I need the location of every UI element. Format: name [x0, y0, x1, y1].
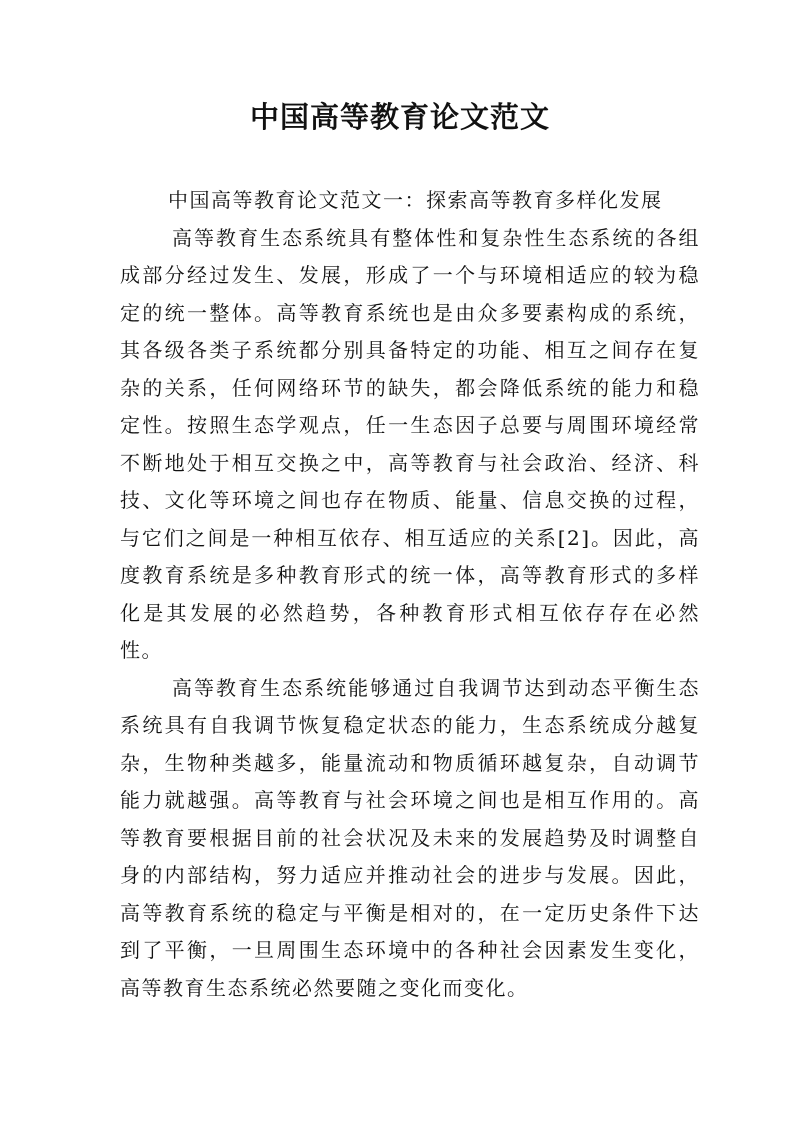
- body-paragraph-2: 高等教育生态系统能够通过自我调节达到动态平衡生态系统具有自我调节恢复稳定状态的能力，生态系统成分越复杂，生物种类越多，能量流动和物质循环越复杂，自动调节能力就越强。高等教育与社会环境之间也是相互作用的。高等教育要根据目前的社会状况及未来的发展趋势及时调整自身的内部结构，努力适应并推动社会的进步与发展。因此，高等教育系统的稳定与平衡是相对的，在一定历史条件下达到了平衡，一旦周围生态环境中的各种社会因素发生变化，高等教育生态系统必然要随之变化而变化。: [120, 675, 700, 1000]
- document-body: [120, 182, 700, 1007]
- document-title: 中国高等教育论文范文: [249, 100, 550, 134]
- body-paragraph-1: 高等教育生态系统具有整体性和复杂性生态系统的各组成部分经过发生、发展，形成了一个与环境相适应的较为稳定的统一整体。高等教育系统也是由众多要素构成的系统，其各级各类子系统都分别具备特定的功能、相互之间存在复杂的关系，任何网络环节的缺失，都会降低系统的能力和稳定性。按照生态学观点，任一生态因子总要与周围环境经常不断地处于相互交换之中，高等教育与社会政治、经济、科技、文化等环境之间也存在物质、能量、信息交换的过程，与它们之间是一种相互依存、相互适应的关系[2]。因此，高度教育系统是多种教育形式的统一体，高等教育形式的多样化是其发展的必然趋势，各种教育形式相互依存存在必然性。: [120, 225, 700, 662]
- section-subtitle: 中国高等教育论文范文一：探索高等教育多样化发展: [168, 188, 663, 212]
